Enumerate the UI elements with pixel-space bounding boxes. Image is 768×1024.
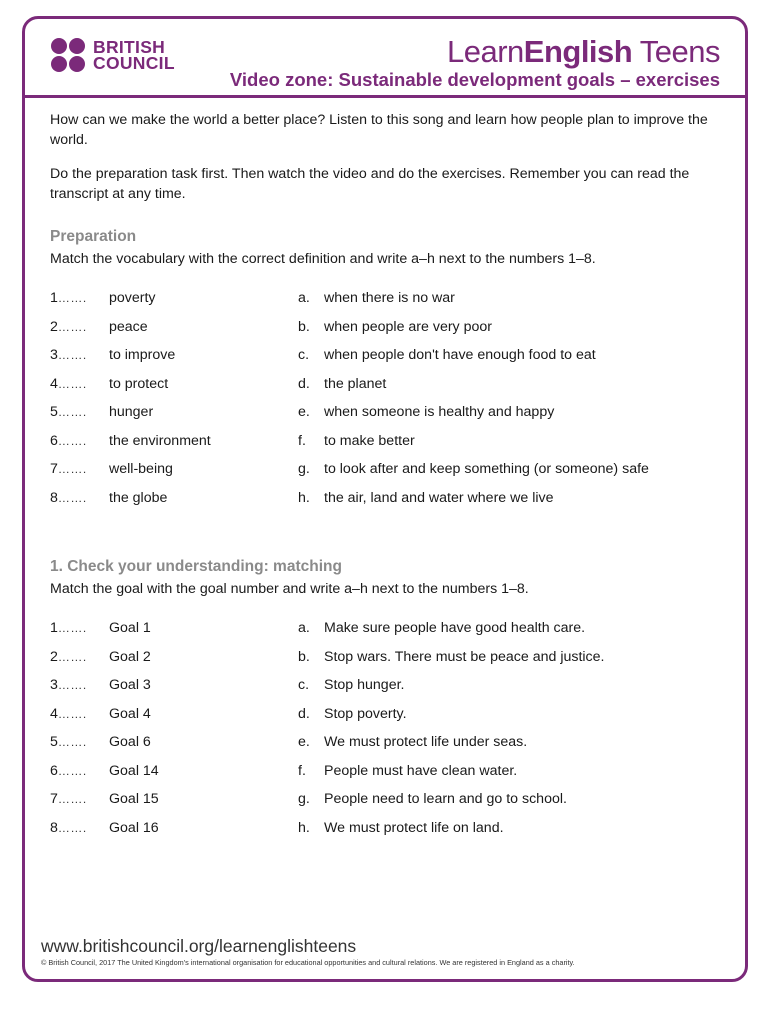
preparation-heading: Preparation — [50, 228, 137, 245]
item-term: Goal 14 — [109, 762, 159, 779]
item-definition: to make better — [324, 432, 415, 449]
answer-blank[interactable]: ……. — [57, 462, 87, 476]
item-term: peace — [109, 318, 148, 335]
item-number: 2……. — [50, 648, 87, 665]
item-term: the globe — [109, 489, 168, 506]
list-item — [50, 433, 720, 462]
item-definition: We must protect life on land. — [324, 819, 504, 836]
item-term: to protect — [109, 375, 169, 392]
item-letter: f. — [298, 432, 306, 449]
item-definition: when people don't have enough food to eat — [324, 347, 596, 363]
list-item — [50, 706, 720, 735]
list-item — [50, 461, 720, 490]
footer-copyright: © British Council, 2017 The United Kingdom's international organisation for educational opportunities and cultural relations. We are registered in England as a charity. — [41, 958, 575, 967]
item-letter: f. — [298, 762, 306, 779]
item-letter: g. — [298, 461, 310, 477]
item-term: to improve — [109, 347, 176, 363]
item-term: Goal 16 — [109, 819, 159, 836]
item-definition: the planet — [324, 375, 387, 392]
item-term: Goal 2 — [109, 648, 151, 665]
list-item — [50, 791, 720, 820]
preparation-instruction: Match the vocabulary with the correct definition and write a–h next to the numbers 1–8. — [50, 251, 596, 267]
item-number: 8……. — [50, 489, 87, 506]
item-number: 5……. — [50, 404, 87, 420]
list-item — [50, 734, 720, 763]
item-term: Goal 6 — [109, 734, 151, 750]
answer-blank[interactable]: ……. — [57, 792, 87, 806]
item-definition: We must protect life under seas. — [324, 734, 528, 750]
item-definition: Stop poverty. — [324, 705, 407, 722]
item-term: well-being — [109, 461, 173, 477]
item-letter: a. — [298, 290, 310, 306]
item-letter: d. — [298, 705, 310, 722]
answer-blank[interactable]: ……. — [57, 319, 87, 334]
intro-paragraph-1: How can we make the world a better place? Listen to this song and learn how people plan to improve the world. — [50, 112, 708, 148]
item-letter: h. — [298, 489, 310, 506]
brand-teens: Teens — [632, 34, 720, 69]
answer-blank[interactable]: ……. — [57, 621, 87, 635]
list-item — [50, 319, 720, 348]
item-term: Goal 1 — [109, 620, 151, 636]
answer-blank[interactable]: ……. — [57, 763, 87, 778]
list-item — [50, 290, 720, 319]
answer-blank[interactable]: ……. — [57, 649, 87, 664]
item-number: 4……. — [50, 375, 87, 392]
page-title: Video zone: Sustainable development goals – exercises — [229, 69, 720, 90]
item-definition: People need to learn and go to school. — [324, 791, 567, 807]
item-number: 3……. — [50, 677, 87, 693]
item-definition: when people are very poor — [324, 318, 492, 335]
item-term: the environment — [109, 432, 211, 449]
item-number: 4……. — [50, 705, 87, 722]
british-council-logo — [50, 37, 175, 73]
answer-blank[interactable]: ……. — [57, 490, 87, 505]
answer-blank[interactable]: ……. — [57, 348, 87, 362]
item-term: Goal 4 — [109, 705, 151, 722]
list-item — [50, 404, 720, 433]
item-definition: the air, land and water where we live — [324, 489, 554, 506]
answer-blank[interactable]: ……. — [57, 678, 87, 692]
brand-english: English — [523, 34, 633, 69]
list-item — [50, 620, 720, 649]
intro-paragraph-2: Do the preparation task first. Then watch the video and do the exercises. Remember you can read the transcript at any time. — [50, 166, 690, 202]
item-letter: c. — [298, 347, 310, 363]
list-item — [50, 820, 720, 849]
item-number: 1……. — [50, 620, 87, 636]
item-definition: Stop hunger. — [324, 677, 405, 693]
item-letter: e. — [298, 404, 310, 420]
answer-blank[interactable]: ……. — [57, 405, 87, 419]
list-item — [50, 677, 720, 706]
item-definition: Stop wars. There must be peace and justice. — [324, 648, 605, 665]
answer-blank[interactable]: ……. — [57, 735, 87, 749]
item-letter: a. — [298, 620, 310, 636]
item-definition: when someone is healthy and happy — [324, 404, 555, 420]
item-definition: Make sure people have good health care. — [324, 620, 586, 636]
list-item — [50, 376, 720, 405]
item-number: 6……. — [50, 762, 87, 779]
item-number: 7……. — [50, 461, 87, 477]
item-definition: People must have clean water. — [324, 762, 518, 779]
brand-learn: Learn — [446, 34, 524, 69]
learnenglish-teens-logo — [447, 34, 720, 70]
item-term: hunger — [109, 404, 154, 420]
item-term: Goal 3 — [109, 677, 151, 693]
item-letter: e. — [298, 734, 310, 750]
item-letter: b. — [298, 318, 310, 335]
answer-blank[interactable]: ……. — [57, 433, 87, 448]
exercise1-instruction: Match the goal with the goal number and write a–h next to the numbers 1–8. — [50, 581, 529, 597]
answer-blank[interactable]: ……. — [57, 706, 87, 721]
item-number: 3……. — [50, 347, 87, 363]
item-number: 1……. — [50, 290, 87, 306]
header-divider — [24, 95, 746, 98]
item-letter: b. — [298, 648, 310, 665]
list-item — [50, 649, 720, 678]
item-letter: c. — [298, 677, 310, 693]
item-number: 6……. — [50, 432, 87, 449]
answer-blank[interactable]: ……. — [57, 820, 87, 835]
list-item — [50, 763, 720, 792]
item-definition: to look after and keep something (or someone) safe — [324, 461, 649, 477]
logo-line-1: BRITISH — [93, 37, 166, 57]
british-council-dots-icon — [50, 37, 90, 73]
item-number: 8……. — [50, 819, 87, 836]
item-letter: d. — [298, 375, 310, 392]
preparation-list — [50, 290, 720, 518]
exercise1-heading: 1. Check your understanding: matching — [50, 558, 342, 575]
answer-blank[interactable]: ……. — [57, 376, 87, 391]
item-term: Goal 15 — [109, 791, 159, 807]
item-number: 2……. — [50, 318, 87, 335]
footer-url: www.britishcouncil.org/learnenglishteens — [41, 936, 357, 956]
exercise1-list — [50, 620, 720, 848]
item-letter: g. — [298, 791, 310, 807]
logo-line-2: COUNCIL — [93, 53, 175, 73]
item-letter: h. — [298, 819, 310, 836]
item-definition: when there is no war — [324, 290, 455, 306]
list-item — [50, 490, 720, 519]
item-number: 5……. — [50, 734, 87, 750]
item-number: 7……. — [50, 791, 87, 807]
item-term: poverty — [109, 290, 156, 306]
answer-blank[interactable]: ……. — [57, 291, 87, 305]
list-item — [50, 347, 720, 376]
